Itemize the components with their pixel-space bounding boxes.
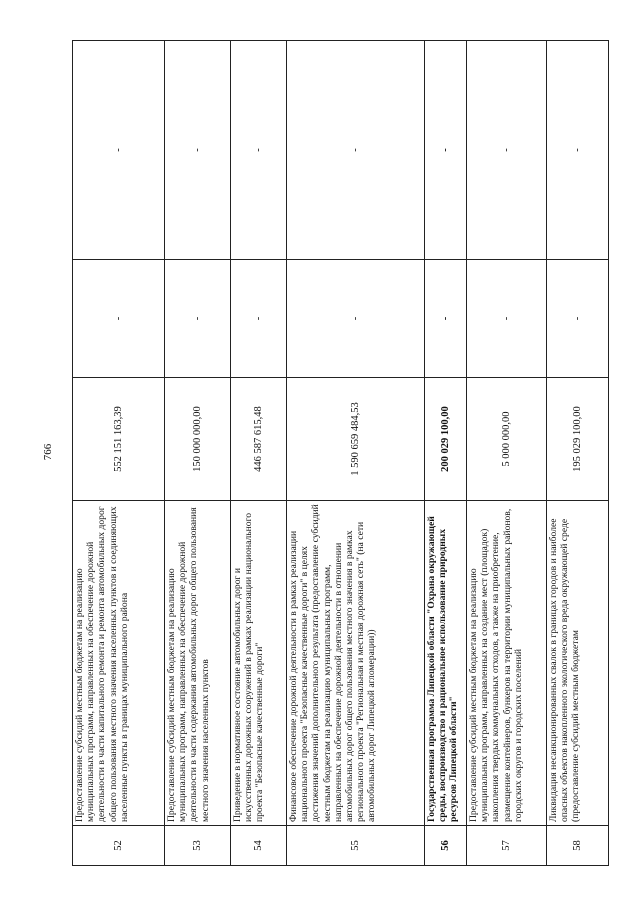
row-col4: -	[467, 260, 547, 378]
row-number: 52	[73, 826, 165, 866]
table-row	[467, 41, 547, 866]
row-col5: -	[231, 41, 287, 260]
row-col4: -	[425, 260, 467, 378]
row-number: 56	[425, 826, 467, 866]
row-amount: 200 029 100,00	[425, 378, 467, 501]
row-description: Предоставление субсидий местным бюджетам на реализацию муниципальных программ, направленных на создание мест (площадок) накопления твердых коммунальных отходов, а также на приобретение, размещение контейнеров, бункеров на территории муниципальных районов, городских округов и городских поселений	[467, 501, 547, 826]
row-col5: -	[547, 41, 609, 260]
row-amount: 446 587 615,48	[231, 378, 287, 501]
row-col5: -	[73, 41, 165, 260]
table-row	[425, 41, 467, 866]
budget-table	[72, 40, 609, 866]
table-row	[73, 41, 165, 866]
row-number: 55	[287, 826, 425, 866]
row-number: 57	[467, 826, 547, 866]
row-description: Предоставление субсидий местным бюджетам на реализацию муниципальных программ, направленных на обеспечение дорожной деятельности в части содержания автомобильных дорог общего пользования местного значения населенных пунктов	[165, 501, 231, 826]
table-row	[231, 41, 287, 866]
row-description: Приведение в нормативное состояние автомобильных дорог и искусственных дорожных сооружений в рамках реализации национального проекта "Безопасные качественные дороги"	[231, 501, 287, 826]
row-description: Государственная программа Липецкой области "Охрана окружающей среды, воспроизводство и рациональное использование природных ресурсов Липецкой области"	[425, 501, 467, 826]
row-col5: -	[425, 41, 467, 260]
row-col5: -	[287, 41, 425, 260]
row-number: 53	[165, 826, 231, 866]
row-col4: -	[165, 260, 231, 378]
row-number: 58	[547, 826, 609, 866]
row-col4: -	[547, 260, 609, 378]
row-number: 54	[231, 826, 287, 866]
row-col4: -	[73, 260, 165, 378]
row-col5: -	[467, 41, 547, 260]
row-description: Предоставление субсидий местным бюджетам на реализацию муниципальных программ, направленных на обеспечение дорожной деятельности в части капитального ремонта и ремонта автомобильных дорог общего пользования местного значения населенных пунктов и соединяющих населенные пункты в границах муниципального района	[73, 501, 165, 826]
table-row	[547, 41, 609, 866]
row-amount: 5 000 000,00	[467, 378, 547, 501]
row-col5: -	[165, 41, 231, 260]
row-col4: -	[287, 260, 425, 378]
row-description: Ликвидация несанкционированных свалок в границах городов и наиболее опасных объектов накопленного экологического вреда окружающей среде (предоставление субсидий местным бюджетам	[547, 501, 609, 826]
row-col4: -	[231, 260, 287, 378]
row-amount: 552 151 163,39	[73, 378, 165, 501]
row-amount: 1 590 659 484,53	[287, 378, 425, 501]
row-description: Финансовое обеспечение дорожной деятельности в рамках реализации национального проекта "Безопасные качественные дороги" в целях достижения значений дополнительного результата (предоставление субсидий местным бюджетам на реализацию муниципальных программ, направленных на обеспечение дорожной деятельности в отношении автомобильных дорог общего пользования местного значения в рамках регионального проекта "Региональная и местная дорожная сеть" (на сети автомобильных дорог Липецкой агломерации))	[287, 501, 425, 826]
page-number: 766	[42, 443, 54, 461]
row-amount: 195 029 100,00	[547, 378, 609, 501]
row-amount: 150 000 000,00	[165, 378, 231, 501]
table-row	[165, 41, 231, 866]
table-row	[287, 41, 425, 866]
